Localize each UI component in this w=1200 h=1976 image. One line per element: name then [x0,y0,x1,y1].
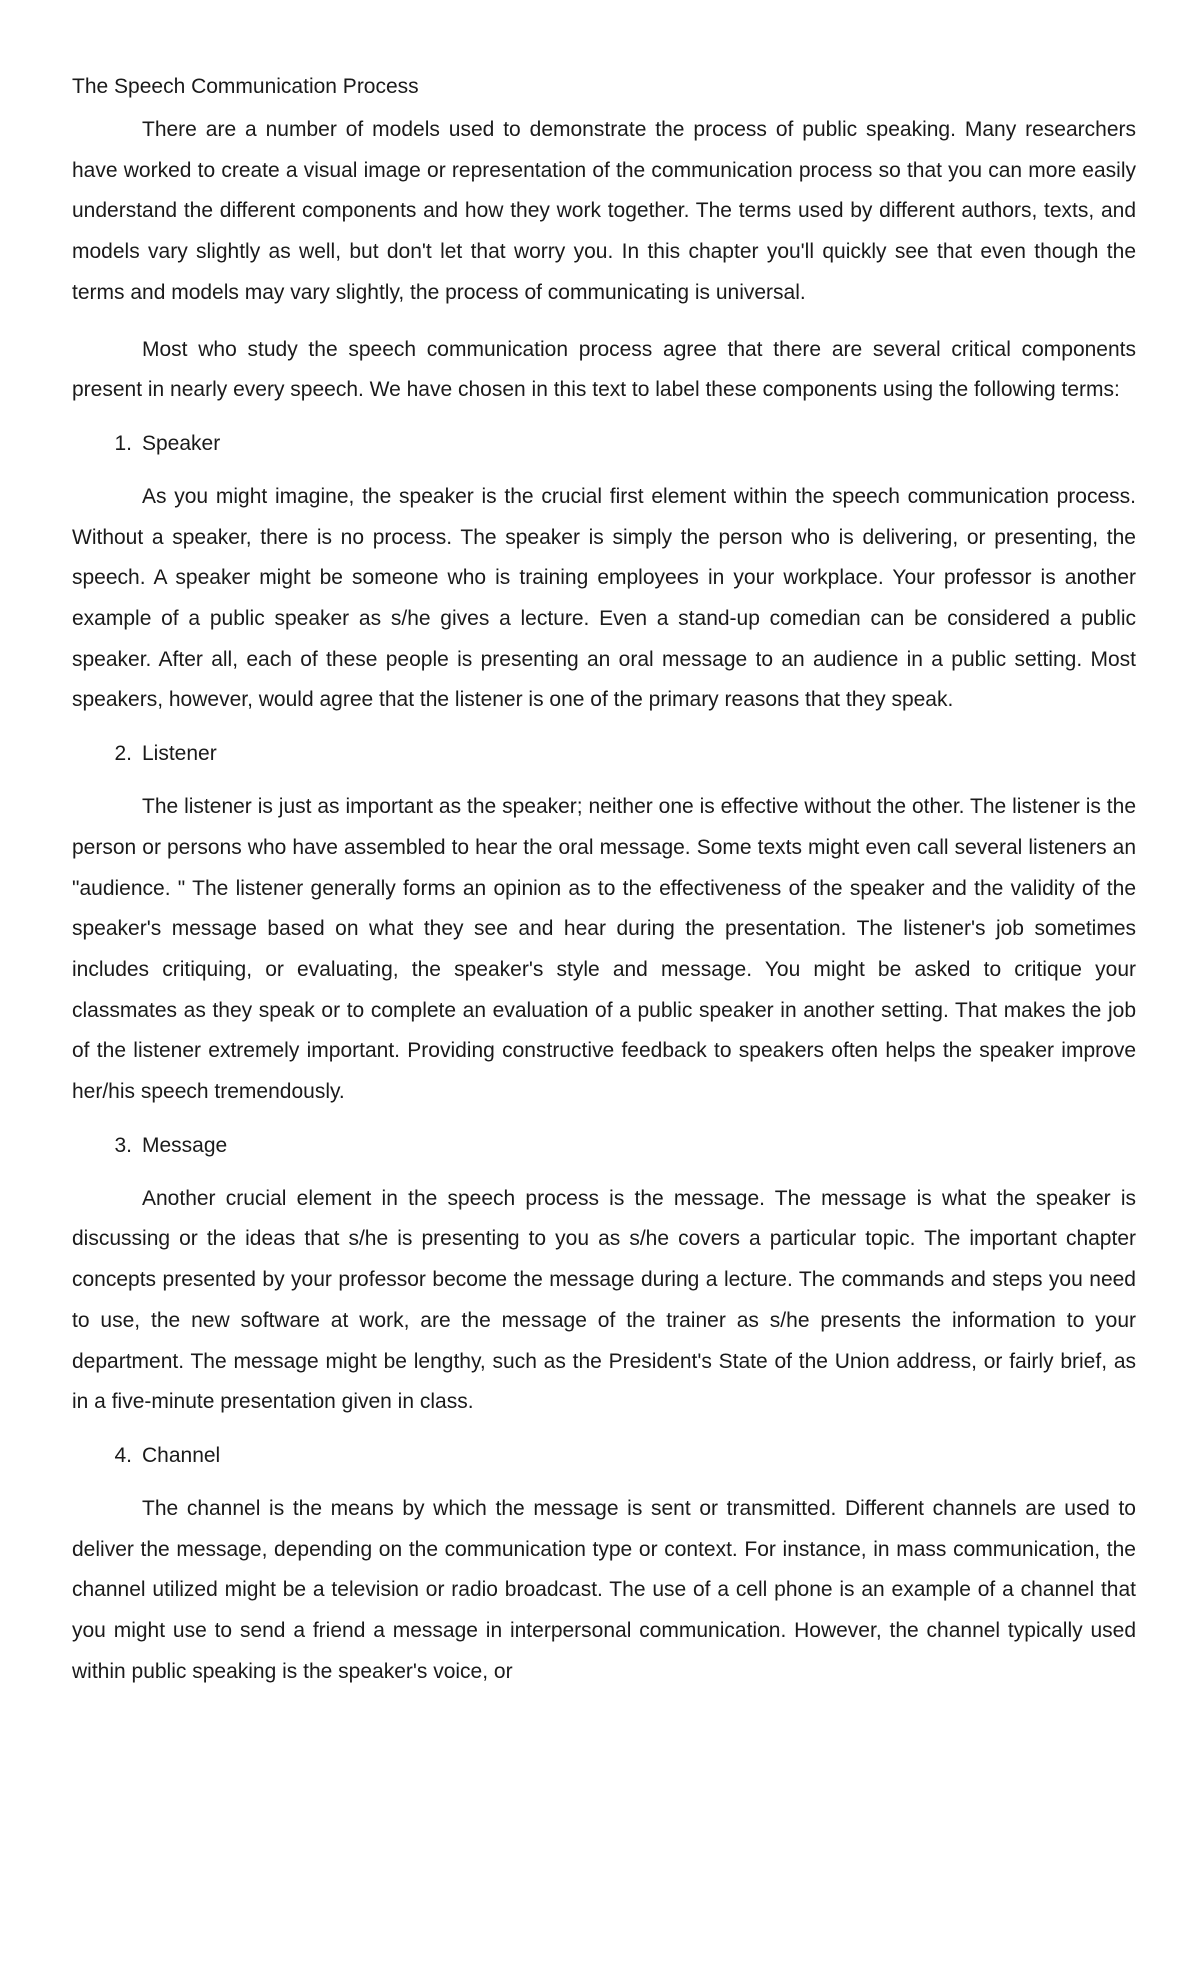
listener-paragraph: The listener is just as important as the speaker; neither one is effective without the other. The listener is the person or persons who have assembled to hear the oral message. Some texts might even call several listeners an "audience. " The listener generally forms an opinion as to the effectiveness of the speaker and the validity of the speaker's message based on what they see and hear during the presentation. The listener's job sometimes includes critiquing, or evaluating, the speaker's style and message. You might be asked to critique your classmates as they speak or to complete an evaluation of a public speaker in another setting. That makes the job of the listener extremely important. Providing constructive feedback to speakers often helps the speaker improve her/his speech tremendously. [72,795,1136,1104]
intro-paragraph-2: Most who study the speech communication process agree that there are several critical components present in nearly every speech. We have chosen in this text to label these components using the following terms: [72,337,1136,402]
message-paragraph: Another crucial element in the speech process is the message. The message is what the speaker is discussing or the ideas that s/he is presenting to you as s/he covers a particular topic. The important chapter concepts presented by your professor become the message during a lecture. The commands and steps you need to use, the new software at work, are the message of the trainer as s/he presents the information to your department. The message might be lengthy, such as the President's State of the Union address, or fairly brief, as in a five-minute presentation given in class. [72,1186,1136,1414]
speaker-paragraph: As you might imagine, the speaker is the crucial first element within the speech communication process. Without a speaker, there is no process. The speaker is simply the person who is delivering, or presenting, the speech. A speaker might be someone who is training employees in your workplace. Your professor is another example of a public speaker as s/he gives a lecture. Even a stand-up comedian can be considered a public speaker. After all, each of these people is presenting an oral message to an audience in a public setting. Most speakers, however, would agree that the listener is one of the primary reasons that they speak. [72,484,1136,712]
list-item-label: Speaker [142,431,221,455]
list-item-listener [72,737,1136,771]
list-item-number: 2. [114,742,132,766]
list-item-label: Message [142,1133,228,1157]
list-item-speaker [72,427,1136,461]
list-item-label: Channel [142,1443,221,1467]
list-item-label: Listener [142,742,217,766]
intro-paragraph-1: There are a number of models used to demonstrate the process of public speaking. Many researchers have worked to create a visual image or representation of the communication process so that you can more easily understand the different components and how they work together. The terms used by different authors, texts, and models vary slightly as well, but don't let that worry you. In this chapter you'll quickly see that even though the terms and models may vary slightly, the process of communicating is universal. [72,118,1136,304]
list-item-number: 3. [114,1133,132,1157]
channel-paragraph: The channel is the means by which the message is sent or transmitted. Different channels are used to deliver the message, depending on the communication type or context. For instance, in mass communication, the channel utilized might be a television or radio broadcast. The use of a cell phone is an example of a channel that you might use to send a friend a message in interpersonal communication. However, the channel typically used within public speaking is the speaker's voice, or [72,1496,1136,1683]
list-item-number: 4. [114,1443,132,1467]
document-title: The Speech Communication Process [72,75,419,98]
list-item-number: 1. [114,431,132,455]
document-page [72,70,1136,1709]
list-item-channel [72,1439,1136,1473]
list-item-message [72,1129,1136,1163]
